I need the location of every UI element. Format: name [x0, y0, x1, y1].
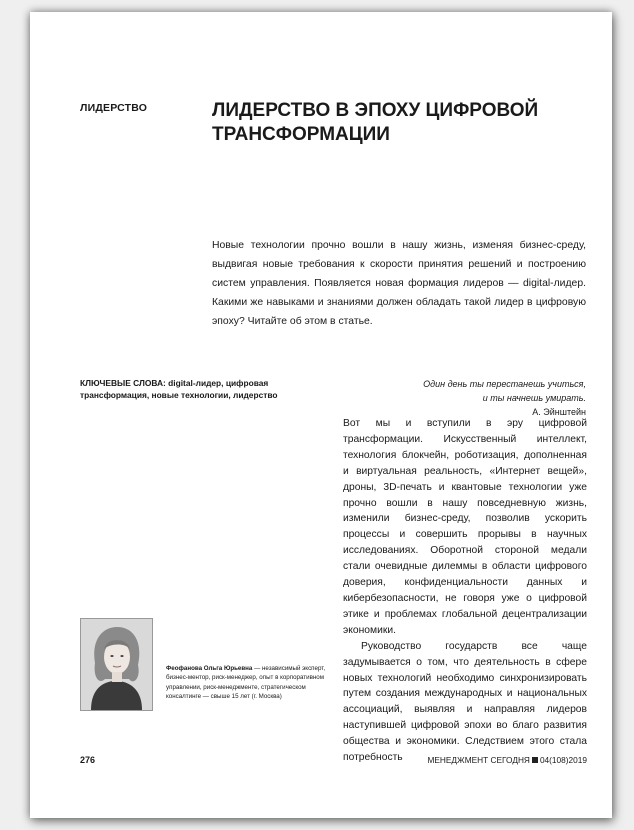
article-title: ЛИДЕРСТВО В ЭПОХУ ЦИФРОВОЙ ТРАНСФОРМАЦИИ	[212, 100, 539, 145]
author-description: — независимый эксперт, бизнес-ментор, риск-менеджер, опыт в корпоративном управлении, риск-менеджменте, стратегическом консалтинге — свыше 15 лет (г. Москва)	[166, 665, 326, 701]
epigraph-line-2: и ты начнешь умирать.	[482, 392, 586, 403]
journal-issue: 04(108)2019	[539, 755, 587, 765]
footer-journal	[427, 755, 587, 765]
author-bio	[166, 664, 336, 702]
article-body	[343, 416, 587, 766]
author-name: Феофанова Ольга Юрьевна	[166, 665, 253, 672]
magazine-page	[30, 12, 612, 818]
epigraph-line-1: Один день ты перестанешь учиться,	[423, 379, 586, 389]
author-photo	[80, 618, 153, 711]
keywords-text: digital-лидер, цифровая трансформация, новые технологии, лидерство	[80, 378, 278, 400]
square-bullet-icon	[532, 757, 538, 763]
section-label: ЛИДЕРСТВО	[80, 102, 148, 114]
article-lead: Новые технологии прочно вошли в нашу жизнь, изменяя бизнес-среду, выдвигая новые требования к скорости принятия решений и построению систем управления. Появляется новая формация лидеров — digital-лидер. Какими же навыками и знаниями должен обладать такой лидер в цифровую эпоху? Читайте об этом в статье.	[212, 240, 586, 327]
journal-name: МЕНЕДЖМЕНТ СЕГОДНЯ	[427, 755, 530, 765]
body-paragraph-1: Вот мы и вступили в эру цифровой трансформации. Искусственный интеллект, технология блокчейн, роботизация, дополненная и виртуальная реальность, «Интернет вещей», дроны, 3D-печать и квантовые технологии уже прочно вошли в нашу повседневную жизнь, изменили бизнес-среду, позволив ускорить процессы и совершить прорывы в научных исследованиях. Оборотной стороной медали стали очевидные дилеммы в области цифрового доверия, конфиденциальности данных и кибербезопасности, не говоря уже о цифровой этике и проблемах глобальной децентрализации экономики.	[343, 418, 587, 636]
epigraph	[360, 378, 586, 420]
keywords-label: КЛЮЧЕВЫЕ СЛОВА:	[80, 378, 166, 388]
keywords-block	[80, 377, 330, 401]
author-portrait-image	[81, 619, 152, 710]
body-paragraph-2: Руководство государств все чаще задумывается о том, что деятельность в сфере новых технологий необходимо синхронизировать путем создания международных и национальных ассоциаций, выявляя и направляя лидеров наступившей цифровой эпохи во благо развития общества и экономики. Следствием этого стала потребность	[343, 640, 587, 764]
epigraph-author: А. Эйнштейн	[532, 407, 586, 417]
page-number: 276	[80, 755, 96, 765]
